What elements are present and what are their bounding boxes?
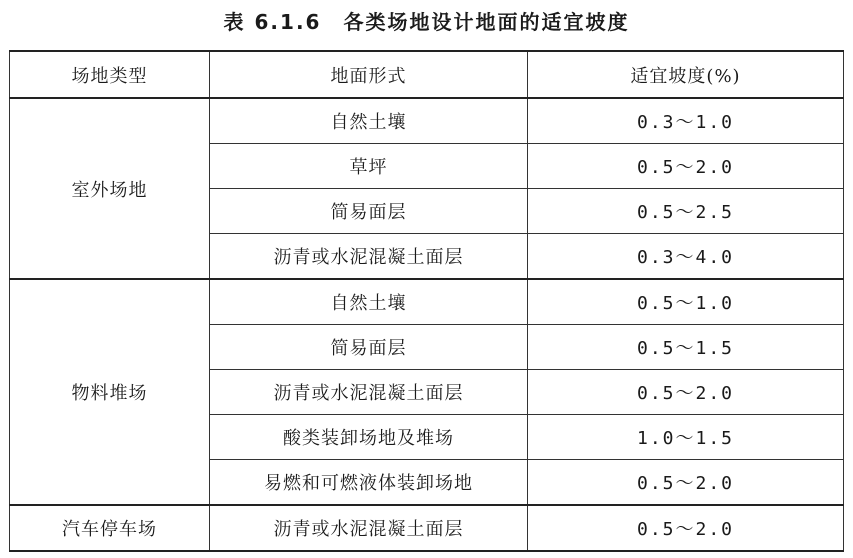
slope-cell: 1.0～1.5 (528, 415, 844, 460)
surface-cell: 自然土壤 (210, 279, 528, 325)
surface-cell: 草坪 (210, 144, 528, 189)
table-row (10, 98, 844, 144)
header-site-type: 场地类型 (10, 51, 210, 98)
slope-cell: 0.5～2.0 (528, 144, 844, 189)
table-row (10, 279, 844, 325)
header-slope: 适宜坡度(%) (528, 51, 844, 98)
surface-cell: 沥青或水泥混凝土面层 (210, 234, 528, 280)
site-type-cell: 室外场地 (10, 98, 210, 279)
slope-cell: 0.5～1.0 (528, 279, 844, 325)
surface-cell: 简易面层 (210, 189, 528, 234)
slope-cell: 0.5～2.0 (528, 370, 844, 415)
slope-cell: 0.5～2.0 (528, 505, 844, 551)
slope-cell: 0.3～4.0 (528, 234, 844, 280)
table-row (10, 505, 844, 551)
header-row (10, 51, 844, 98)
surface-cell: 酸类装卸场地及堆场 (210, 415, 528, 460)
slope-cell: 0.5～2.0 (528, 460, 844, 506)
surface-cell: 简易面层 (210, 325, 528, 370)
surface-cell: 自然土壤 (210, 98, 528, 144)
slope-table (9, 50, 844, 552)
surface-cell: 沥青或水泥混凝土面层 (210, 505, 528, 551)
site-type-cell: 汽车停车场 (10, 505, 210, 551)
slope-cell: 0.5～1.5 (528, 325, 844, 370)
surface-cell: 易燃和可燃液体装卸场地 (210, 460, 528, 506)
slope-cell: 0.5～2.5 (528, 189, 844, 234)
table-title: 表 6.1.6 各类场地设计地面的适宜坡度 (223, 10, 630, 34)
site-type-cell: 物料堆场 (10, 279, 210, 505)
slope-cell: 0.3～1.0 (528, 98, 844, 144)
header-surface-form: 地面形式 (210, 51, 528, 98)
surface-cell: 沥青或水泥混凝土面层 (210, 370, 528, 415)
